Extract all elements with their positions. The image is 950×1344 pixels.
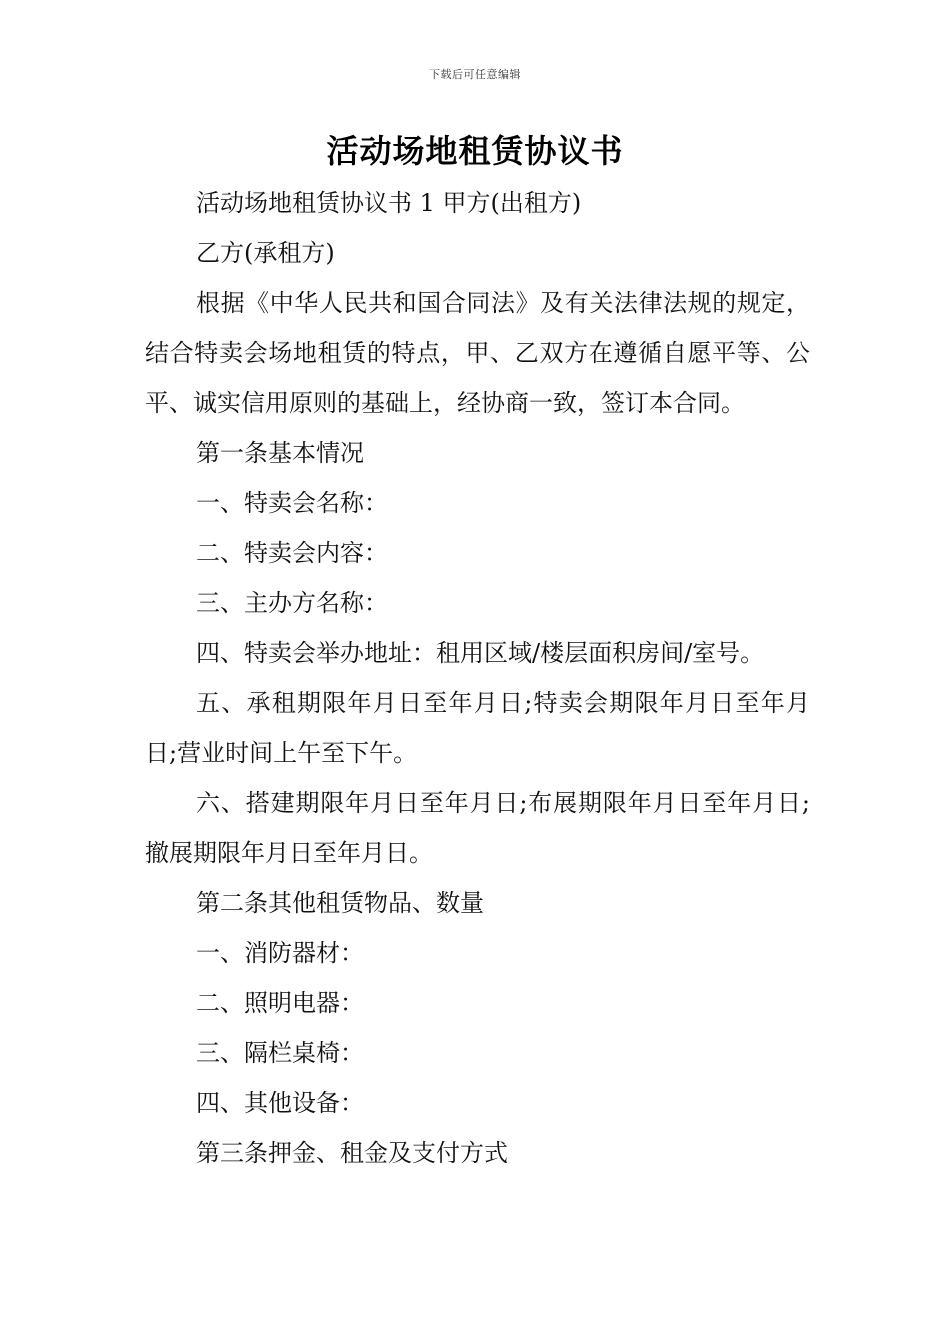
list-item: 二、照明电器： <box>196 989 364 1017</box>
section-heading: 第三条押金、租金及支付方式 <box>196 1139 508 1167</box>
document-body <box>145 178 810 1178</box>
list-item: 二、特卖会内容： <box>196 539 388 567</box>
list-item: 一、特卖会名称： <box>196 489 388 517</box>
list-item: 三、隔栏桌椅： <box>196 1039 364 1067</box>
paragraph: 根据《中华人民共和国合同法》及有关法律法规的规定，结合特卖会场地租赁的特点，甲、乙双方在遵循自愿平等、公平、诚实信用原则的基础上，经协商一致，签订本合同。 <box>145 289 810 417</box>
list-item: 五、承租期限年月日至年月日;特卖会期限年月日至年月日;营业时间上午至下午。 <box>145 689 810 767</box>
list-item: 一、消防器材： <box>196 939 364 967</box>
section-heading: 第二条其他租赁物品、数量 <box>196 889 484 917</box>
document-title: 活动场地租赁协议书 <box>326 132 624 170</box>
paragraph: 活动场地租赁协议书 1 甲方(出租方) <box>196 189 582 217</box>
list-item: 四、其他设备： <box>196 1089 364 1117</box>
header-note: 下载后可任意编辑 <box>429 68 521 81</box>
section-heading: 第一条基本情况 <box>196 439 364 467</box>
paragraph: 乙方(承租方) <box>196 239 335 267</box>
list-item: 三、主办方名称： <box>196 589 388 617</box>
list-item: 六、搭建期限年月日至年月日;布展期限年月日至年月日;撤展期限年月日至年月日。 <box>145 789 810 867</box>
list-item: 四、特卖会举办地址：租用区域/楼层面积房间/室号。 <box>196 639 765 667</box>
